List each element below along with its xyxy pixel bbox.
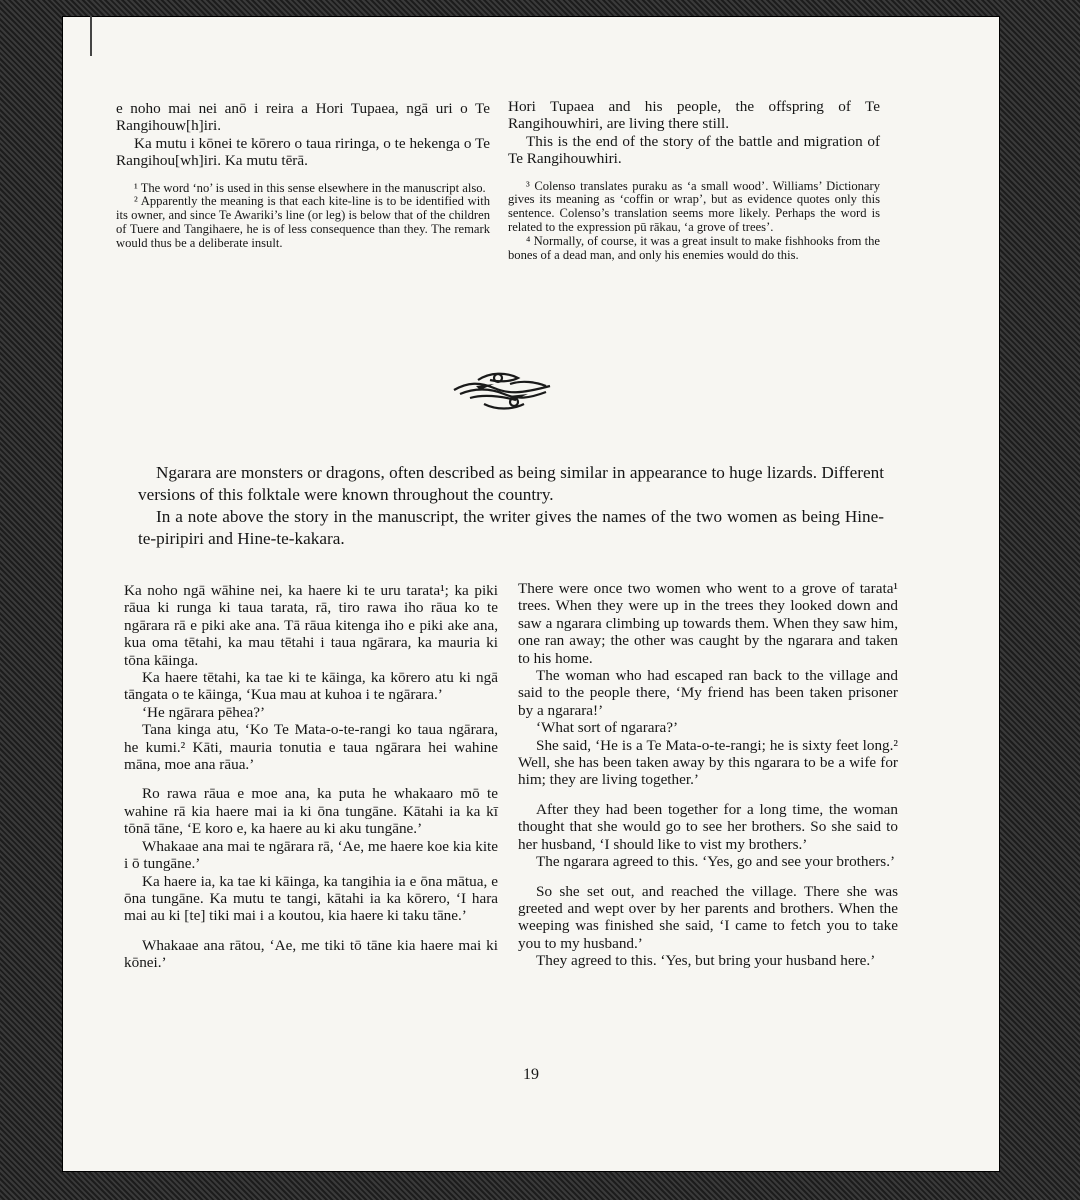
paragraph: So she set out, and reached the village. There she was greeted and wept over by her parents and brothers. When the weeping was finished she said, ‘I came to fetch you to take you to my husband.’ bbox=[518, 882, 898, 952]
paragraph: They agreed to this. ‘Yes, but bring your husband here.’ bbox=[536, 952, 876, 970]
paragraph: Ka mutu i kōnei te kōrero o taua riringa, o te hekenga o Te Rangihou[wh]iri. Ka mutu tērā. bbox=[116, 134, 490, 170]
wave-scroll-ornament-icon bbox=[450, 364, 554, 416]
paragraph: The woman who had escaped ran back to the village and said to the people there, ‘My friend has been taken prisoner by a ngarara!’ bbox=[518, 667, 898, 719]
paragraph: After they had been together for a long time, the woman thought that she would go to see her brothers. So she said to her husband, ‘I should like to vist my brothers.’ bbox=[518, 800, 898, 853]
intro-paragraph: Ngarara are monsters or dragons, often described as being similar in appearance to huge lizards. Different versions of this folktale were known throughout the country. bbox=[138, 463, 884, 504]
binding-mark bbox=[90, 16, 92, 56]
paragraph: Whakaae ana mai te ngārara rā, ‘Ae, me haere koe kia kite i ō tungāne.’ bbox=[124, 837, 498, 873]
paragraph: Hori Tupaea and his people, the offspring of Te Rangihouwhiri, are living there still. bbox=[508, 98, 880, 133]
paragraph: ‘He ngārara pēhea?’ bbox=[142, 703, 266, 721]
intro-paragraph: In a note above the story in the manuscript, the writer gives the names of the two women as being Hine-te-piripiri and Hine-te-kakara. bbox=[138, 507, 884, 548]
top-right-column bbox=[508, 98, 880, 262]
paragraph: Ro rawa rāua e moe ana, ka puta he whakaaro mō te wahine rā kia haere mai ia ki ōna tungāne. Kātahi ia ka kī tōnā tāne, ‘E koro e, ka haere au ki aku tungāne.’ bbox=[124, 785, 498, 838]
footnote: ³ Colenso translates puraku as ‘a small wood’. Williams’ Dictionary gives its meaning as ‘coffin or wrap’, but as evidence quotes only this sentence. Colenso’s translation seems more likely. Perhaps the word is related to the expression pū rākau, ‘a grove of trees’. bbox=[508, 178, 880, 235]
paragraph: Ka haere ia, ka tae ki kāinga, ka tangihia ia e ōna mātua, e ōna tungāne. Ka mutu te tangi, kātahi ia ka kōrero, ‘I hara mai au ki [te] tiki mai i a koutou, kia haere ki taku tāne.’ bbox=[124, 872, 498, 925]
book-page bbox=[62, 16, 1000, 1172]
paragraph: She said, ‘He is a Te Mata-o-te-rangi; he is sixty feet long.² Well, she has been taken away by this ngarara to be a wife for him; they are living together.’ bbox=[518, 736, 898, 789]
paragraph: The ngarara agreed to this. ‘Yes, go and see your brothers.’ bbox=[536, 853, 896, 871]
page-number: 19 bbox=[523, 1066, 539, 1083]
maori-story-column bbox=[124, 582, 498, 972]
footnote: ² Apparently the meaning is that each kite-line is to be identified with its owner, and since Te Awariki’s line (or leg) is below that of the children of Tuere and Tangihaere, he is of less consequence than they. The remark would thus be a deliberate insult. bbox=[116, 194, 490, 250]
english-story-column bbox=[518, 580, 898, 970]
paragraph: There were once two women who went to a grove of tarata¹ trees. When they were up in the trees they looked down and saw a ngarara climbing up towards them. When they saw him, one ran away; the other was caught by the ngarara and taken to his home. bbox=[518, 580, 898, 667]
paragraph: e noho mai nei anō i reira a Hori Tupaea, ngā uri o Te Rangihouw[h]iri. bbox=[116, 100, 490, 135]
paragraph: Ka noho ngā wāhine nei, ka haere ki te uru tarata¹; ka piki rāua ki runga ki taua tarata, rā, tiro rawa iho rāua ko te ngārara rā e piki ake ana. Tā rāua kitenga iho e piki ake ana, kua oma tētahi, ka mau tētahi i taua ngārara, ka mauria ki tōna kāinga. bbox=[124, 582, 498, 669]
footnote: ⁴ Normally, of course, it was a great insult to make fishhooks from the bones of a dead man, and only his enemies would do this. bbox=[508, 233, 880, 262]
paragraph: ‘What sort of ngarara?’ bbox=[536, 719, 679, 737]
footnote: ¹ The word ‘no’ is used in this sense elsewhere in the manuscript also. bbox=[134, 180, 486, 195]
paragraph: This is the end of the story of the battle and migration of Te Rangihouwhiri. bbox=[508, 132, 880, 168]
paragraph: Whakaae ana rātou, ‘Ae, me tiki tō tāne kia haere mai ki kōnei.’ bbox=[124, 936, 498, 972]
paragraph: Ka haere tētahi, ka tae ki te kāinga, ka kōrero atu ki ngā tāngata o te kāinga, ‘Kua mau at kuhoa i te ngārara.’ bbox=[124, 669, 498, 704]
top-left-column bbox=[116, 100, 490, 251]
intro-note bbox=[138, 462, 884, 550]
paragraph: Tana kinga atu, ‘Ko Te Mata-o-te-rangi ko taua ngārara, he kumi.² Kāti, mauria tonutia e taua ngārara hei wahine māna, moe ana rāua.’ bbox=[124, 721, 498, 774]
